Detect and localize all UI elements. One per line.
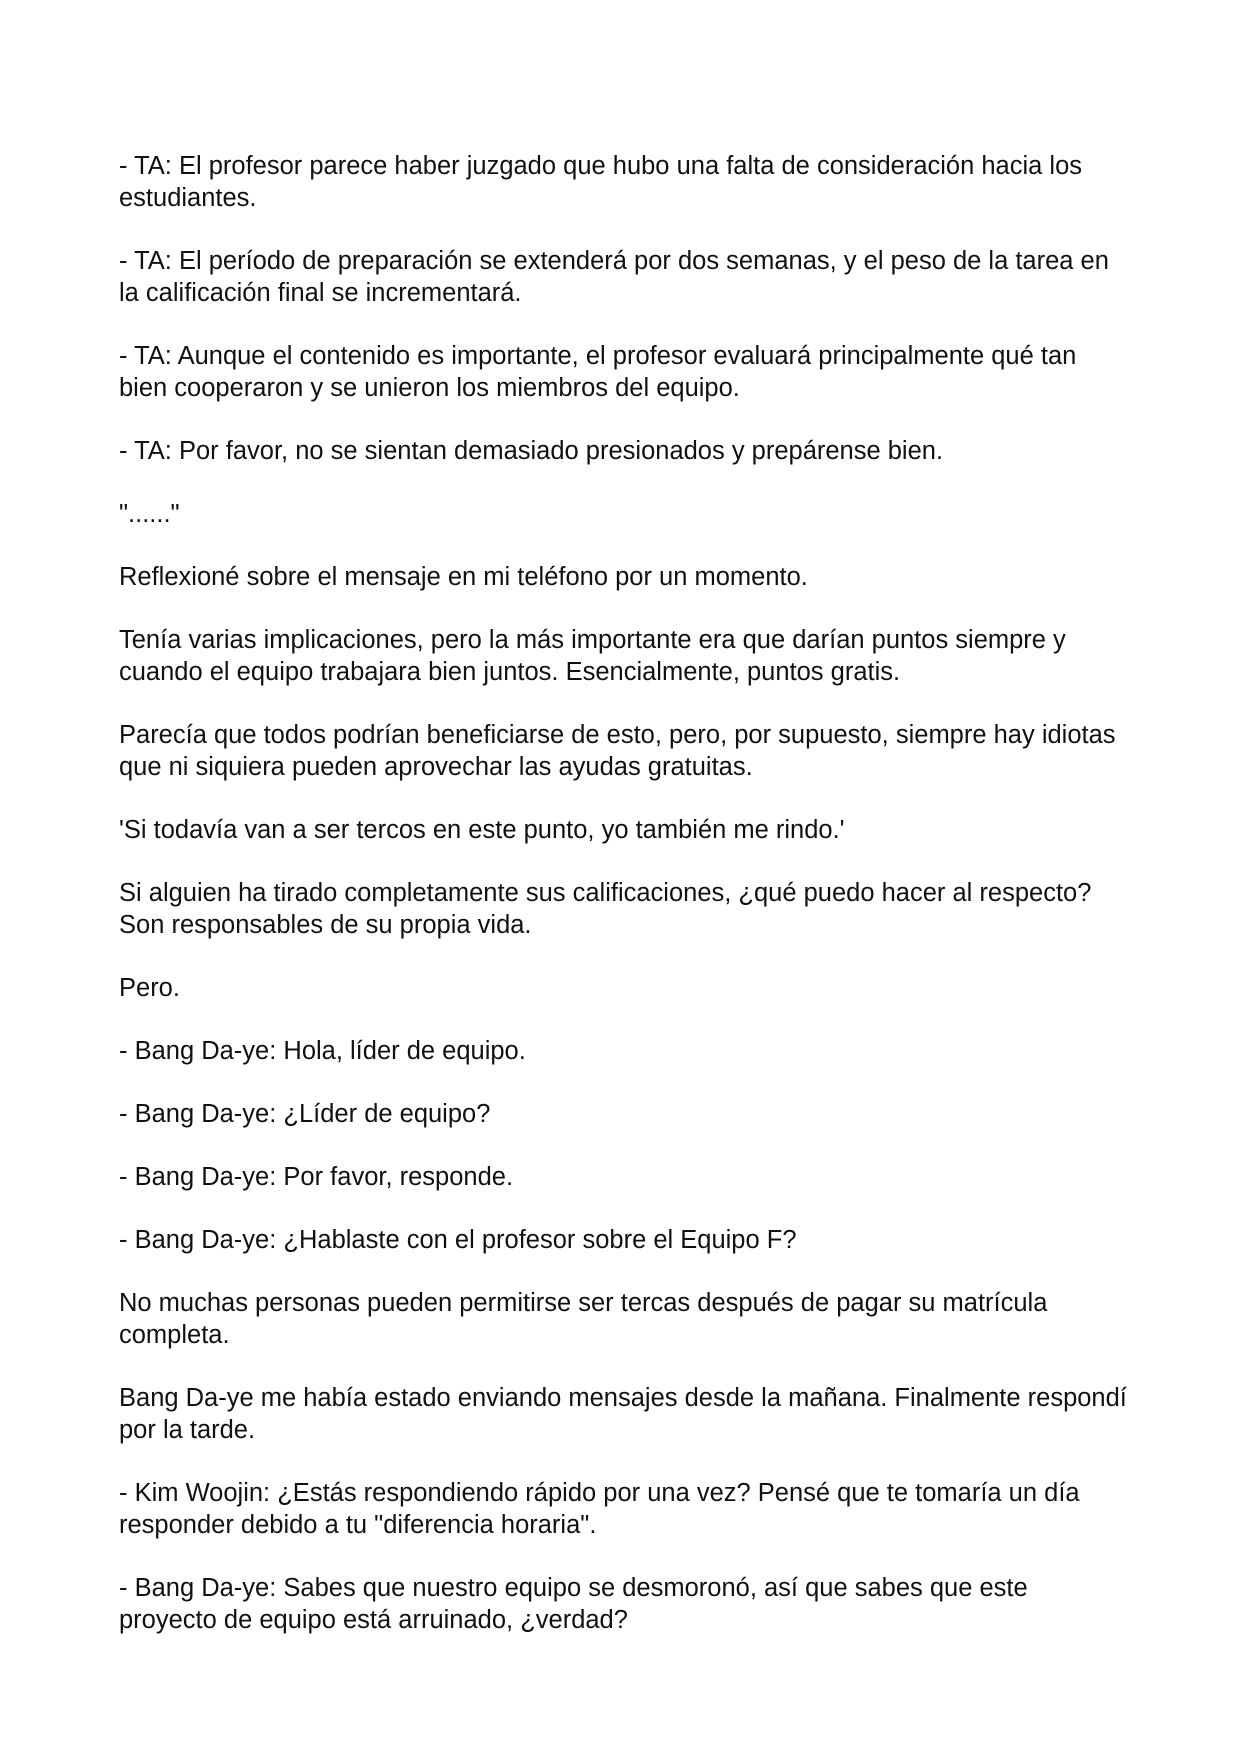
paragraph-stubborn-thought: 'Si todavía van a ser tercos en este punto, yo también me rindo.' <box>119 816 845 844</box>
paragraph-ta-prepare: - TA: Por favor, no se sientan demasiado presionados y prepárense bien. <box>119 437 944 465</box>
paragraph-reflection: Reflexioné sobre el mensaje en mi teléfono por un momento. <box>119 563 808 591</box>
paragraph-ta-consideration: - TA: El profesor parece haber juzgado que hubo una falta de consideración hacia los estudiantes. <box>119 152 1083 212</box>
paragraph-tuition: No muchas personas pueden permitirse ser tercas después de pagar su matrícula completa. <box>119 1289 1048 1349</box>
message-bang-ruined: - Bang Da-ye: Sabes que nuestro equipo se desmoronó, así que sabes que este proyecto de equipo está arruinado, ¿verdad? <box>119 1574 1028 1634</box>
paragraph-benefit: Parecía que todos podrían beneficiarse de esto, pero, por supuesto, siempre hay idiotas que ni siquiera pueden aprovechar las ayudas gratuitas. <box>119 721 1116 781</box>
document-body <box>119 150 1129 1667</box>
message-kim-woojin: - Kim Woojin: ¿Estás respondiendo rápido por una vez? Pensé que te tomaría un día responder debido a tu "diferencia horaria". <box>119 1479 1080 1539</box>
message-bang-hello: - Bang Da-ye: Hola, líder de equipo. <box>119 1037 526 1065</box>
paragraph-ta-cooperation: - TA: Aunque el contenido es importante, el profesor evaluará principalmente qué tan bien cooperaron y se unieron los miembros del equipo. <box>119 342 1077 402</box>
paragraph-ellipsis: "......" <box>119 500 180 528</box>
paragraph-implications: Tenía varias implicaciones, pero la más importante era que darían puntos siempre y cuando el equipo trabajara bien juntos. Esencialmente, puntos gratis. <box>119 626 1066 686</box>
paragraph-ta-extension: - TA: El período de preparación se extenderá por dos semanas, y el peso de la tarea en la calificación final se incrementará. <box>119 247 1109 307</box>
paragraph-but: Pero. <box>119 974 180 1002</box>
message-bang-respond: - Bang Da-ye: Por favor, responde. <box>119 1163 514 1191</box>
paragraph-messages-morning: Bang Da-ye me había estado enviando mensajes desde la mañana. Finalmente respondí por la tarde. <box>119 1384 1127 1444</box>
message-bang-team-f: - Bang Da-ye: ¿Hablaste con el profesor sobre el Equipo F? <box>119 1226 797 1254</box>
paragraph-responsibility: Si alguien ha tirado completamente sus calificaciones, ¿qué puedo hacer al respecto? Son responsables de su propia vida. <box>119 879 1092 939</box>
message-bang-leader: - Bang Da-ye: ¿Líder de equipo? <box>119 1100 491 1128</box>
